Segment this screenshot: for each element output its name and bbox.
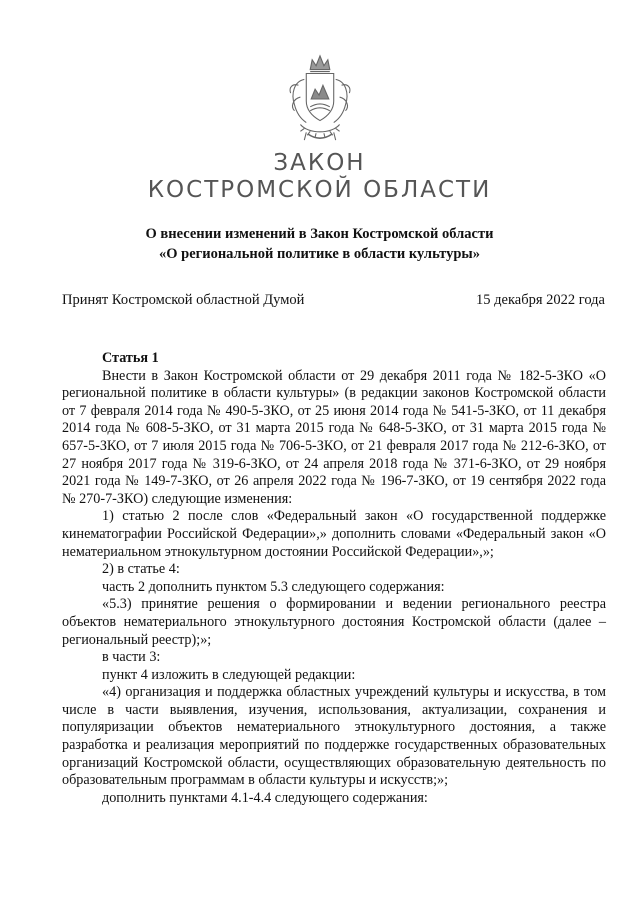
article-paragraph: 1) статью 2 после слов «Федеральный закон «О государственной поддержке кинематографии Российской Федерации»,» дополнить словами «Федеральный закон «О нематериальном этнокультурном достоянии Российской Федерации»,»; (62, 508, 606, 560)
subject-line-1: О внесении изменений в Закон Костромской области (145, 226, 494, 242)
article-paragraph: дополнить пунктами 4.1-4.4 следующего содержания: (102, 789, 428, 806)
article-paragraph: пункт 4 изложить в следующей редакции: (102, 666, 356, 683)
article-paragraph: «5.3) принятие решения о формировании и ведении регионального реестра объектов нематериального этнокультурного достояния Костромской области (далее – региональный реестр);»; (62, 596, 606, 648)
law-subject (0, 224, 639, 264)
article-body (62, 350, 606, 807)
adoption-line (62, 292, 605, 309)
article-paragraph: в части 3: (102, 649, 161, 666)
article-paragraph: 2) в статье 4: (102, 561, 180, 578)
article-paragraph: «4) организация и поддержка областных учреждений культуры и искусства, в том числе в части выявления, изучения, использования, актуализации, сохранения и популяризации объектов нематериального этнокультурного достояния, а также разработка и реализация мероприятий по поддержке государственных образовательных организаций Костромской области, осуществляющих образовательную деятельность по образовательным программам в области культуры и искусств;»; (62, 684, 606, 789)
article-paragraph: часть 2 дополнить пунктом 5.3 следующего содержания: (102, 578, 445, 595)
law-title: ЗАКОН (273, 150, 366, 176)
coat-of-arms-icon (271, 50, 369, 148)
article-heading: Статья 1 (102, 350, 159, 366)
law-region: КОСТРОМСКОЙ ОБЛАСТИ (147, 177, 492, 203)
subject-line-2: «О региональной политике в области культуры» (158, 246, 481, 262)
adopted-by: Принят Костромской областной Думой (62, 292, 305, 308)
adoption-date: 15 декабря 2022 года (476, 292, 605, 308)
article-paragraph: Внести в Закон Костромской области от 29 декабря 2011 года № 182-5-ЗКО «О региональной политике в области культуры» (в редакции законов Костромской области от 7 февраля 2014 года № 490-5-ЗКО, от 25 июня 2014 года № 541-5-ЗКО, от 11 декабря 2014 года № 608-5-ЗКО, от 31 марта 2015 года № 648-5-ЗКО, от 31 марта 2015 года № 657-5-ЗКО, от 7 июля 2015 года № 706-5-ЗКО, от 21 февраля 2017 года № 212-6-ЗКО, от 27 ноября 2017 года № 319-6-ЗКО, от 24 апреля 2018 года № 371-6-ЗКО, от 29 ноября 2021 года № 149-7-ЗКО, от 26 апреля 2022 года № 196-7-ЗКО, от 19 сентября 2022 года № 270-7-ЗКО) следующие изменения: (62, 367, 606, 507)
